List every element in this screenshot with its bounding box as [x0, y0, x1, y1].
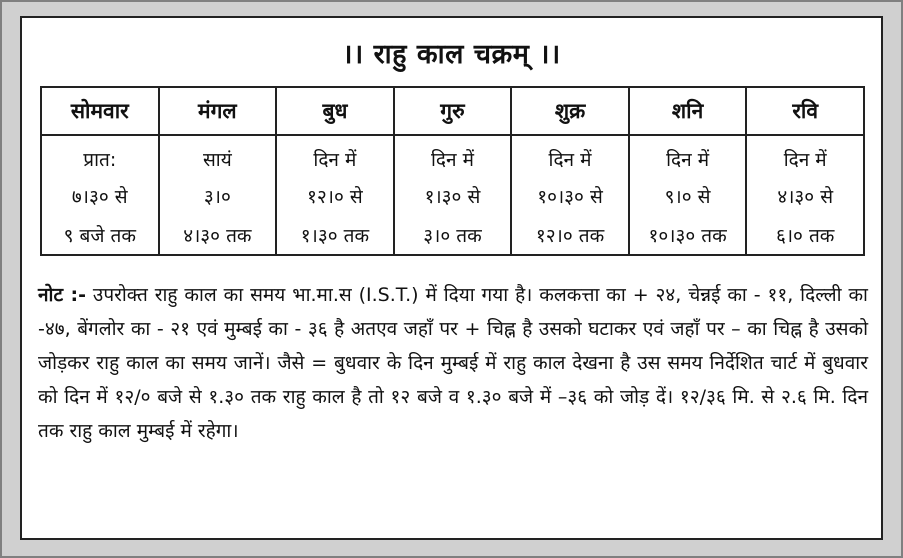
col-header-thursday: गुरु	[394, 87, 512, 135]
table-cell: १।३० तक	[276, 216, 394, 255]
col-header-saturday: शनि	[629, 87, 747, 135]
table-cell: १२।० से	[276, 176, 394, 216]
table-row	[41, 135, 864, 176]
table-header-row	[41, 87, 864, 135]
card	[20, 16, 883, 540]
note-paragraph	[38, 278, 868, 448]
table-cell: ३।० तक	[394, 216, 512, 255]
table-cell: ९।० से	[629, 176, 747, 216]
table-cell: १२।० तक	[511, 216, 629, 255]
col-header-tuesday: मंगल	[159, 87, 277, 135]
table-row	[41, 176, 864, 216]
table-cell: १।३० से	[394, 176, 512, 216]
table-cell: ६।० तक	[746, 216, 864, 255]
table-cell: ३।०	[159, 176, 277, 216]
table-cell: दिन में	[629, 135, 747, 176]
table-cell: दिन में	[394, 135, 512, 176]
col-header-sunday: रवि	[746, 87, 864, 135]
table-cell: प्रात:	[41, 135, 159, 176]
page-title: ।। राहु काल चक्रम् ।।	[342, 39, 561, 70]
rahu-kaal-table	[40, 86, 865, 256]
table-cell: ९ बजे तक	[41, 216, 159, 255]
table-cell: १०।३० तक	[629, 216, 747, 255]
note-text: उपरोक्त राहु काल का समय भा.मा.स (I.S.T.) में दिया गया है। कलकत्ता का + २४, चेन्नई का - ११, दिल्ली का -४७, बेंगलोर का - २१ एवं मुम्बई का - ३६ है अतएव जहाँ पर + चिह्न है उसको घटाकर एवं जहाँ पर – का चिह्न है उसको जोड़कर राहु काल का समय जानें। जैसे = बुधवार के दिन मुम्बई में राहु काल देखना है उस समय निर्देशित चार्ट में बुधवार को दिन में १२/० बजे से १.३० तक राहु काल है तो १२ बजे व १.३० बजे में –३६ को जोड़ दें। १२/३६ मि. से २.६ मि. दिन तक राहु काल मुम्बई में रहेगा।	[38, 284, 868, 442]
table-cell: दिन में	[511, 135, 629, 176]
col-header-friday: शुक्र	[511, 87, 629, 135]
table-cell: दिन में	[746, 135, 864, 176]
table-row	[41, 216, 864, 255]
table-cell: दिन में	[276, 135, 394, 176]
table-cell: ४।३० से	[746, 176, 864, 216]
table-cell: ७।३० से	[41, 176, 159, 216]
table-cell: १०।३० से	[511, 176, 629, 216]
table-cell: सायं	[159, 135, 277, 176]
col-header-monday: सोमवार	[41, 87, 159, 135]
note-label: नोट :-	[38, 284, 86, 306]
col-header-wednesday: बुध	[276, 87, 394, 135]
table-cell: ४।३० तक	[159, 216, 277, 255]
